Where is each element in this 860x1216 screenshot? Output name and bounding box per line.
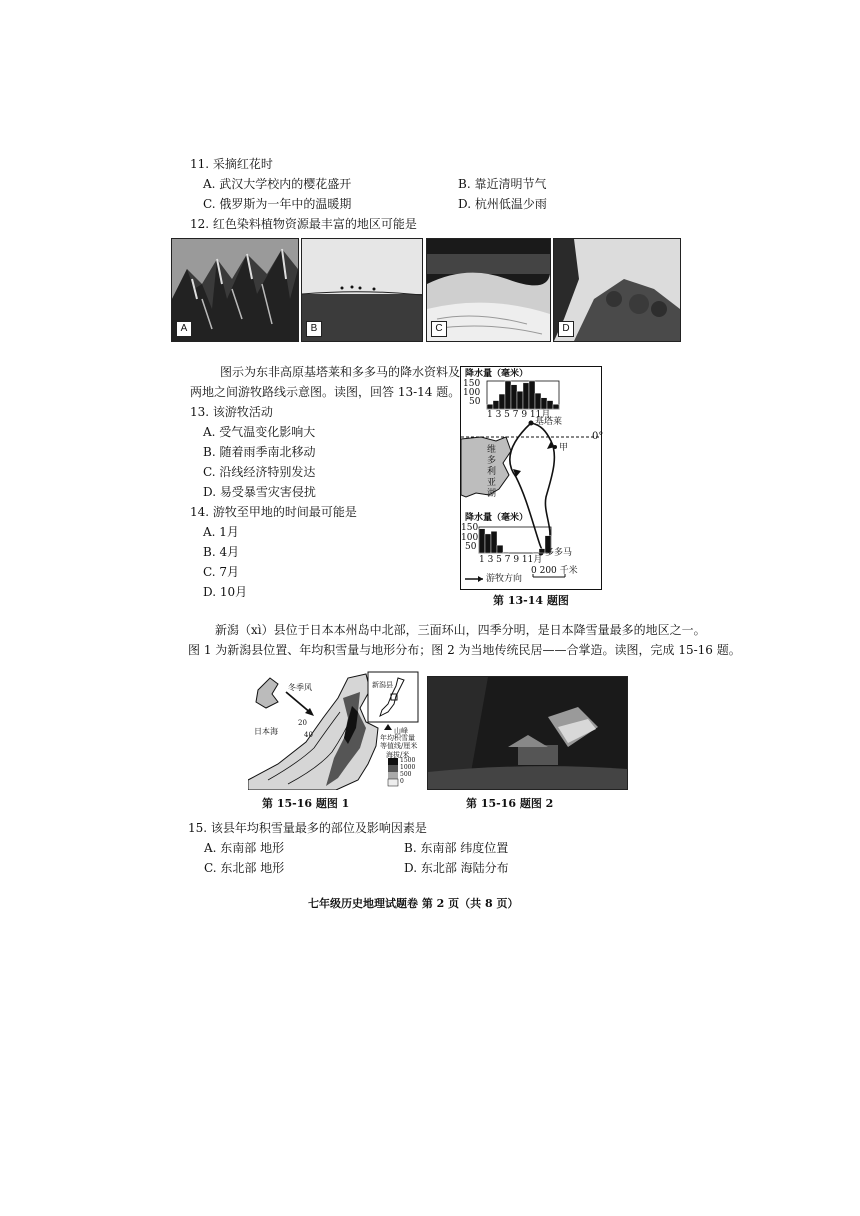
rain-chart-top-title: 降水量（毫米）: [465, 369, 529, 379]
scale-label: 0 200 千米: [531, 566, 578, 576]
lake-victoria: [461, 437, 511, 497]
point-jia-label: 甲: [559, 443, 569, 453]
photo-c-label: C: [431, 321, 447, 337]
photo-b-grassland: [301, 238, 423, 342]
photo-a-label: A: [176, 321, 192, 337]
rain-bottom-ytick-100: 100: [461, 533, 479, 543]
q11-stem: 11. 采摘红花时: [190, 157, 273, 171]
kitale-bar-2: [493, 401, 499, 409]
fig2-gassho-photo: [427, 676, 628, 790]
q11-option-c: C. 俄罗斯为一年中的温暖期: [203, 197, 352, 211]
intro-13-14-line2: 两地之间游牧路线示意图。读图，回答 13-14 题。: [190, 385, 461, 399]
q14-option-c: C. 7月: [203, 565, 240, 579]
kitale-bar-4: [505, 381, 511, 409]
photo-b-label: B: [306, 321, 322, 337]
q14-option-a: A. 1月: [203, 525, 239, 539]
city-dodoma-label: 多多马: [545, 548, 573, 558]
winter-wind-label: 冬季风: [288, 683, 312, 692]
sea-of-japan-label: 日本海: [254, 727, 278, 736]
dodoma-bar-1: [479, 529, 485, 553]
q13-option-d: D. 易受暴雪灾害侵扰: [203, 485, 316, 499]
legend-elevation-values: 1500 1000 500 0: [400, 757, 416, 785]
kitale-dot: [529, 421, 534, 426]
rain-top-ytick-50: 50: [469, 397, 481, 407]
jia-dot: [553, 445, 557, 449]
kitale-bar-9: [535, 393, 541, 409]
legend-route-label: 游牧方向: [486, 574, 523, 584]
rain-bottom-ytick-50: 50: [465, 542, 477, 552]
intro-15-16-line1: 新潟（xì）县位于日本本州岛中北部，三面环山，四季分明，是日本降雪量最多的地区之一。: [215, 623, 706, 637]
rain-top-ytick-150: 150: [463, 379, 481, 389]
q13-option-a: A. 受气温变化影响大: [203, 425, 316, 439]
kitale-bar-7: [523, 383, 529, 409]
kitale-bar-12: [553, 404, 559, 409]
q13-option-b: B. 随着雨季南北移动: [203, 445, 316, 459]
kitale-bar-1: [487, 404, 493, 409]
dodoma-bar-5: [503, 552, 509, 553]
contour-40-label: 40: [304, 731, 313, 739]
intro-15-16-line2: 图 1 为新潟县位置、年均积雪量与地形分布；图 2 为当地传统民居——合掌造。读图，完成 15-16 题。: [188, 643, 741, 657]
photo-a-mountains: [171, 238, 299, 342]
q15-option-c: C. 东北部 地形: [204, 861, 285, 875]
photo-c-desert: [426, 238, 551, 342]
contour-20-label: 20: [298, 719, 307, 727]
q15-stem: 15. 该县年均积雪量最多的部位及影响因素是: [188, 821, 427, 835]
intro-13-14-line1: 图示为东非高原基塔莱和多多马的降水资料及: [220, 365, 461, 379]
rain-top-xticks: 1 3 5 7 9 11月: [487, 410, 551, 420]
lake-label: 维 多 利 亚 湖: [487, 445, 497, 499]
rain-top-ytick-100: 100: [463, 388, 481, 398]
rain-chart-kitale-bars: [487, 381, 559, 409]
dodoma-bar-3: [491, 531, 497, 553]
q12-stem: 12. 红色染料植物资源最丰富的地区可能是: [190, 217, 417, 231]
q11-option-a: A. 武汉大学校内的樱花盛开: [203, 177, 352, 191]
legend-elevation-title: 海拔/米: [386, 751, 410, 759]
kitale-bar-11: [547, 401, 553, 409]
q11-option-b: B. 靠近清明节气: [458, 177, 547, 191]
rain-bottom-ytick-150: 150: [461, 523, 479, 533]
fig1-caption: 第 15-16 题图 1: [262, 797, 350, 810]
q11-option-d: D. 杭州低温少雨: [458, 197, 547, 211]
dodoma-bar-2: [485, 534, 491, 553]
kitale-bar-3: [499, 394, 505, 409]
kitale-bar-6: [517, 391, 523, 409]
rain-chart-bottom-title: 降水量（毫米）: [465, 513, 529, 523]
q13-option-c: C. 沿线经济特别发达: [203, 465, 316, 479]
migration-route: [510, 423, 555, 552]
q15-option-a: A. 东南部 地形: [204, 841, 285, 855]
page-footer: 七年级历史地理试题卷 第 2 页（共 8 页）: [308, 897, 519, 910]
photo-d-forest: [553, 238, 681, 342]
dodoma-bar-4: [497, 545, 503, 553]
q15-option-b: B. 东南部 纬度位置: [404, 841, 509, 855]
photo-d-label: D: [558, 321, 574, 337]
q14-option-d: D. 10月: [203, 585, 248, 599]
map-13-14: [460, 366, 602, 590]
q13-stem: 13. 该游牧活动: [190, 405, 273, 419]
q14-option-b: B. 4月: [203, 545, 240, 559]
rain-chart-dodoma-bars: [479, 529, 551, 553]
q14-stem: 14. 游牧至甲地的时间最可能是: [190, 505, 357, 519]
city-kitale-label: 基塔莱: [535, 417, 563, 427]
kitale-bar-5: [511, 385, 517, 409]
legend-snow-label: 年均积雪量 等值线/厘米: [380, 734, 418, 750]
dodoma-bar-10: [533, 552, 539, 553]
fig2-caption: 第 15-16 题图 2: [466, 797, 554, 810]
rain-bottom-xticks: 1 3 5 7 9 11月: [479, 555, 543, 565]
inset-niigata-label: 新潟县: [372, 681, 393, 689]
map-13-14-caption: 第 13-14 题图: [493, 594, 569, 607]
q15-option-d: D. 东北部 海陆分布: [404, 861, 509, 875]
kitale-bar-8: [529, 381, 535, 409]
fig1-niigata-map: [248, 668, 420, 790]
legend-peak-label: 山峰: [394, 727, 408, 735]
equator-label: 0°: [592, 431, 604, 442]
sado-island: [256, 678, 278, 708]
kitale-bar-10: [541, 398, 547, 409]
